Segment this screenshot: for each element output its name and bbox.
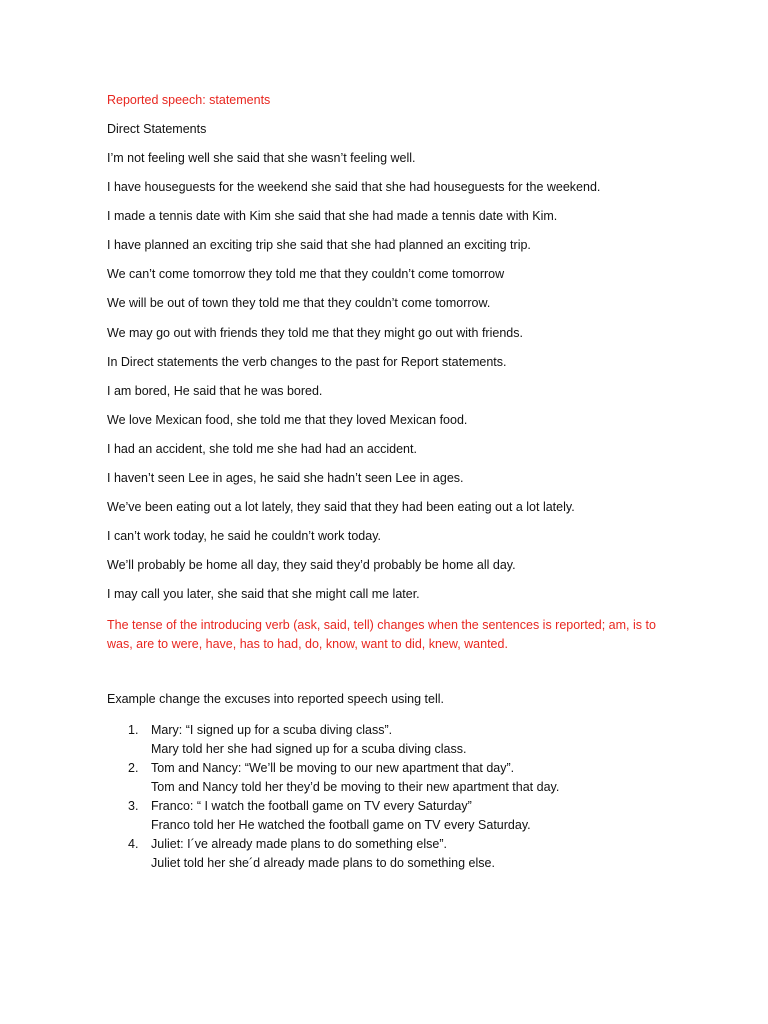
exercise-item <box>107 721 559 759</box>
statement-line: I haven’t seen Lee in ages, he said she hadn’t seen Lee in ages. <box>107 471 464 486</box>
statement-line: We will be out of town they told me that they couldn’t come tomorrow. <box>107 296 491 311</box>
exercise-direct-speech: Franco: “ I watch the football game on TV every Saturday” <box>151 799 472 813</box>
statement-line: We love Mexican food, she told me that they loved Mexican food. <box>107 412 468 427</box>
statement-line: I am bored, He said that he was bored. <box>107 383 323 398</box>
exercise-item <box>107 835 559 873</box>
tense-rule-note: The tense of the introducing verb (ask, said, tell) changes when the sentences is reported; am, is to was, are to were, have, has to had, do, know, want to did, knew, wanted. <box>107 618 656 651</box>
statement-line: I may call you later, she said that she might call me later. <box>107 587 420 602</box>
statement-line: I made a tennis date with Kim she said that she had made a tennis date with Kim. <box>107 209 558 224</box>
statement-line: I have houseguests for the weekend she said that she had houseguests for the weekend. <box>107 180 601 195</box>
exercise-reported-speech: Mary told her she had signed up for a scuba diving class. <box>151 742 467 756</box>
exercise-item <box>107 797 559 835</box>
exercise-number: 1. <box>128 723 139 737</box>
page-title: Reported speech: statements <box>107 93 271 107</box>
exercise-number: 4. <box>128 837 139 851</box>
statement-line: I’m not feeling well she said that she wasn’t feeling well. <box>107 151 416 165</box>
exercise-reported-speech: Tom and Nancy told her they’d be moving to their new apartment that day. <box>151 780 560 794</box>
statement-line: In Direct statements the verb changes to the past for Report statements. <box>107 354 507 369</box>
exercise-list <box>107 721 559 873</box>
statement-line: We can’t come tomorrow they told me that they couldn’t come tomorrow <box>107 267 505 282</box>
statement-line: We’ll probably be home all day, they said they’d probably be home all day. <box>107 558 516 573</box>
statement-lines <box>107 151 600 617</box>
exercise-instructions: Example change the excuses into reported speech using tell. <box>107 692 445 706</box>
statement-line: We’ve been eating out a lot lately, they said that they had been eating out a lot lately. <box>107 500 575 515</box>
statement-line: We may go out with friends they told me that they might go out with friends. <box>107 325 523 340</box>
statement-line: I can’t work today, he said he couldn’t work today. <box>107 529 381 544</box>
exercise-direct-speech: Juliet: I´ve already made plans to do something else”. <box>151 837 447 851</box>
exercise-direct-speech: Mary: “I signed up for a scuba diving class”. <box>151 723 393 737</box>
exercise-number: 3. <box>128 799 139 813</box>
statement-line: I have planned an exciting trip she said that she had planned an exciting trip. <box>107 238 531 253</box>
exercise-reported-speech: Franco told her He watched the football game on TV every Saturday. <box>151 818 531 832</box>
statement-line: I had an accident, she told me she had had an accident. <box>107 441 417 456</box>
exercise-reported-speech: Juliet told her she´d already made plans to do something else. <box>151 856 495 870</box>
exercise-item <box>107 759 559 797</box>
section-heading-direct-statements: Direct Statements <box>107 122 207 136</box>
exercise-direct-speech: Tom and Nancy: “We’ll be moving to our new apartment that day”. <box>151 761 515 775</box>
exercise-number: 2. <box>128 761 139 775</box>
